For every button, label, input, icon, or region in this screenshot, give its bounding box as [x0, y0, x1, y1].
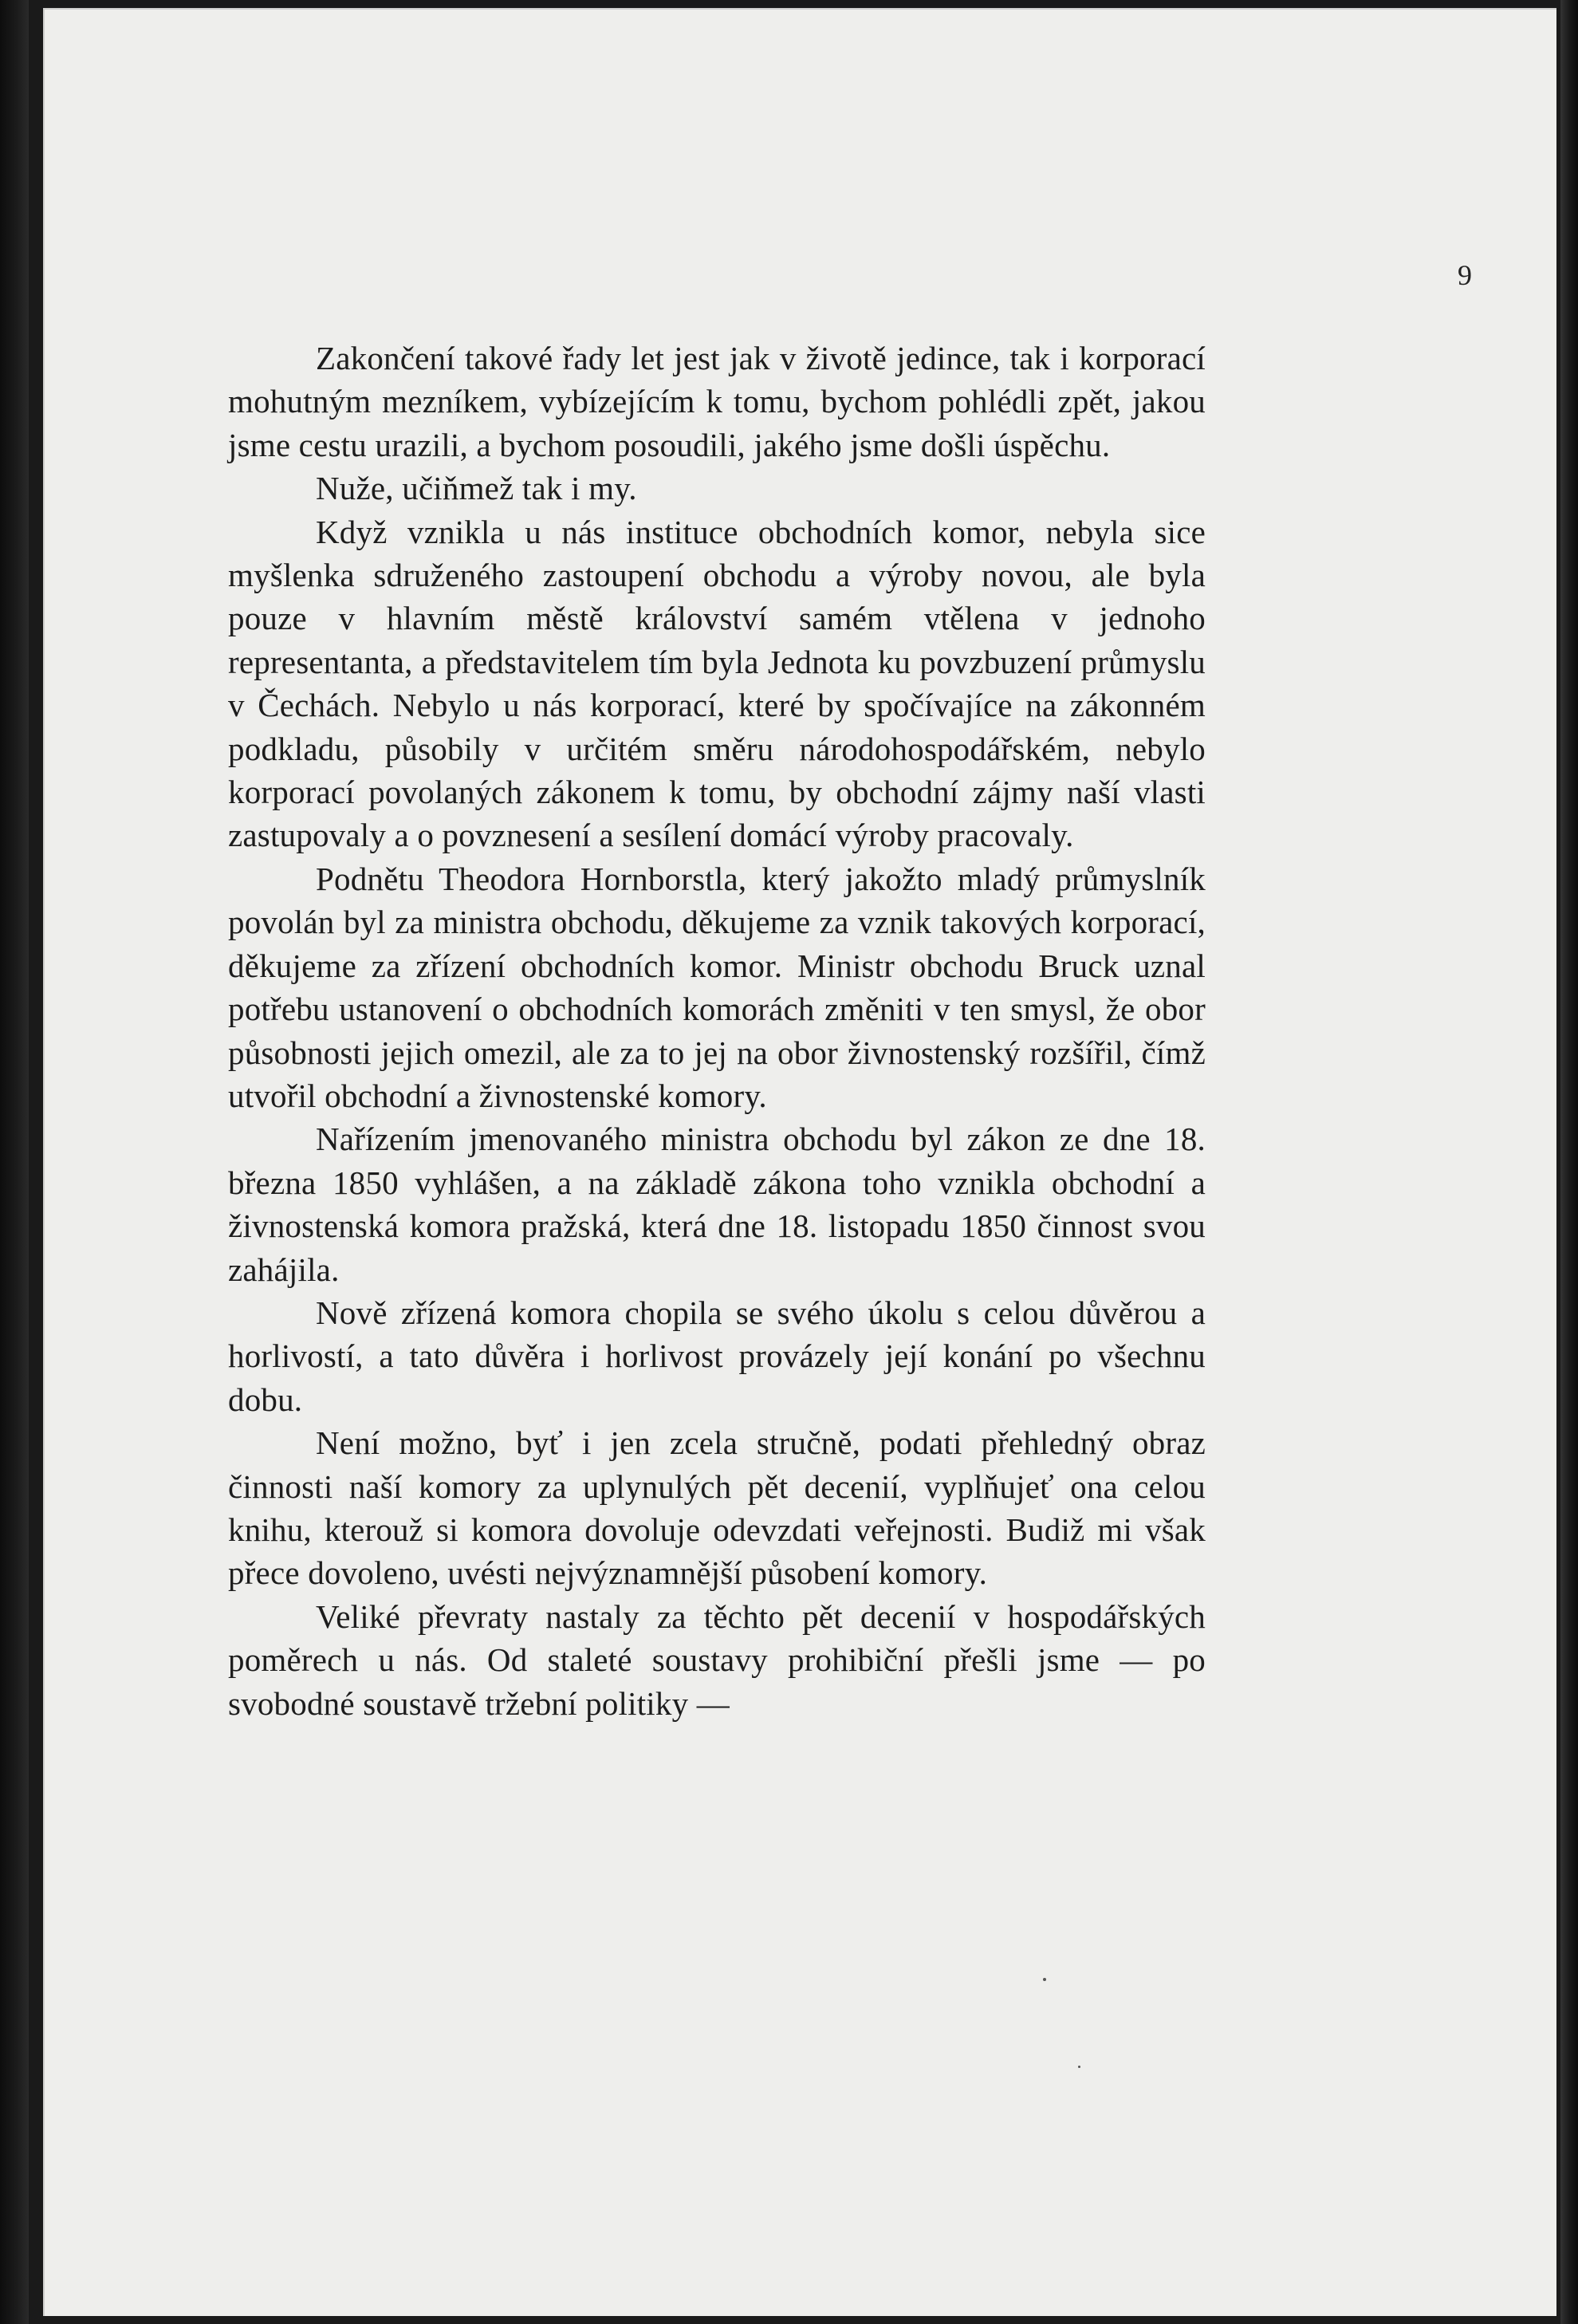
page-number: 9 — [1458, 259, 1472, 291]
scan-speck — [1078, 2066, 1080, 2068]
paragraph-4: Podnětu Theodora Hornborstla, který jakožto mladý průmyslník povolán byl za ministra obchodu, děkujeme za vznik takových korporací, děkujeme za zřízení obchodních komor. Ministr obchodu Bruck uznal potřebu ustanovení o obchodních komorách změniti v ten smysl, že obor působnosti jejich omezil, ale za to jej na obor živnostenský rozšířil, čímž utvořil obchodní a živnostenské komory. — [228, 860, 1206, 1114]
book-page — [43, 8, 1556, 2316]
paragraph-8: Veliké převraty nastaly za těchto pět decenií v hospodářských poměrech u nás. Od staleté soustavy prohibiční přešli jsme — po svobodné soustavě tržební politiky — — [228, 1597, 1206, 1722]
body-text — [228, 337, 1206, 1725]
scan-edge-left — [0, 0, 29, 2324]
scan-edge-right — [1560, 0, 1578, 2324]
paragraph-1: Zakončení takové řady let jest jak v životě jedince, tak i korporací mohutným mezníkem, vybízejícím k tomu, bychom pohlédli zpět, jakou jsme cestu urazili, a bychom posoudili, jakého jsme došli úspěchu. — [228, 340, 1206, 463]
scan-speck — [1043, 1978, 1046, 1981]
paragraph-6: Nově zřízená komora chopila se svého úkolu s celou důvěrou a horlivostí, a tato důvěra i horlivost provázely její konání po všechnu dobu. — [228, 1294, 1206, 1418]
paragraph-7: Není možno, byť i jen zcela stručně, podati přehledný obraz činnosti naší komory za uplynulých pět decenií, vyplňujeť ona celou knihu, kterouž si komora dovoluje odevzdati veřejnosti. Budiž mi však přece dovoleno, uvésti nejvýznamnější působení komory. — [228, 1424, 1206, 1592]
paragraph-2: Nuže, učiňmež tak i my. — [316, 470, 637, 507]
paragraph-3: Když vznikla u nás instituce obchodních komor, nebyla sice myšlenka sdruženého zastoupení obchodu a výroby novou, ale byla pouze v hlavním městě království samém vtělena v jednoho representanta, a představitelem tím byla Jednota ku povzbuzení průmyslu v Čechách. Nebylo u nás korporací, které by spočívajíce na zákonném podkladu, působily v určitém směru národohospodářském, nebylo korporací povolaných zákonem k tomu, by obchodní zájmy naší vlasti zastupovaly a o povznesení a sesílení domácí výroby pracovaly. — [228, 513, 1206, 854]
paragraph-5: Nařízením jmenovaného ministra obchodu byl zákon ze dne 18. března 1850 vyhlášen, a na základě zákona toho vznikla obchodní a živnostenská komora pražská, která dne 18. listopadu 1850 činnost svou zahájila. — [228, 1121, 1206, 1288]
